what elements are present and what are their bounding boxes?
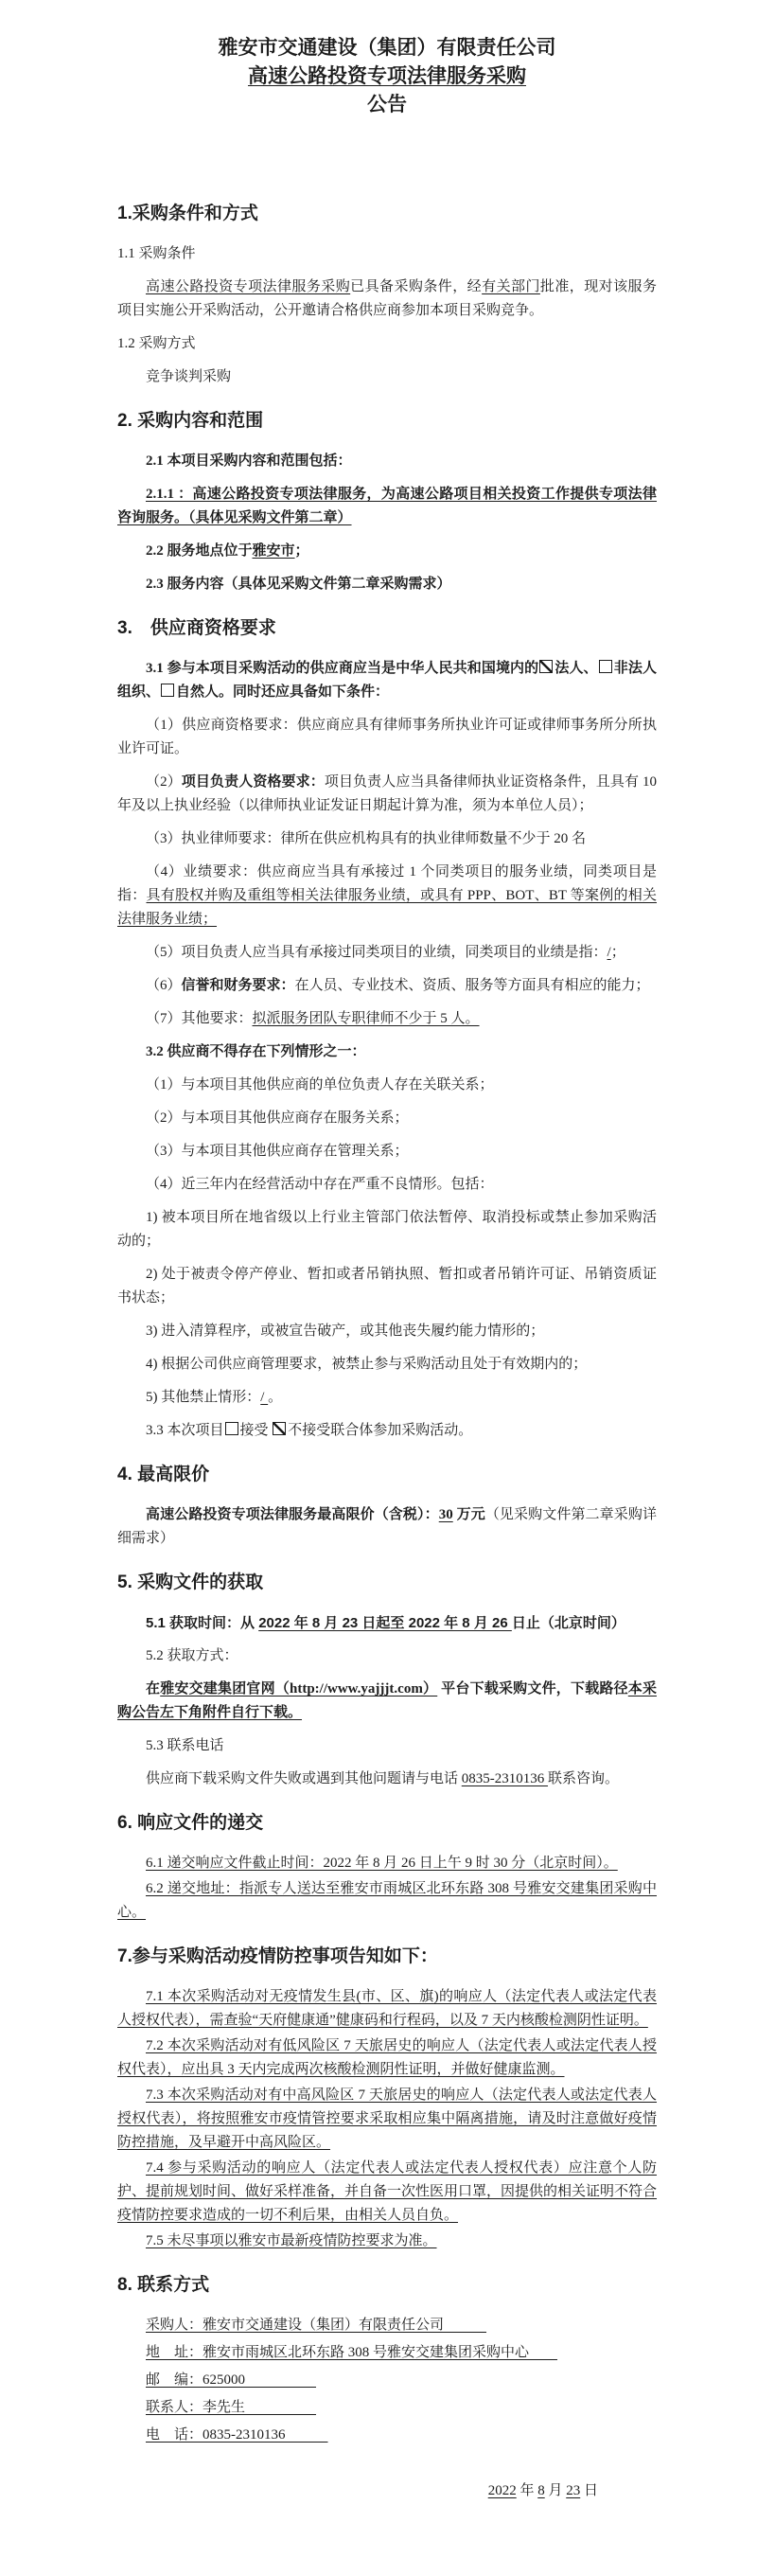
text-run: 高速公路投资专项法律服务采购 <box>146 279 351 294</box>
text-run: 2.1.1 ：高速公路投资专项法律服务，为高速公路项目相关投资工作提供专项法律咨询服务。（具体见采购文件第二章） <box>117 487 657 525</box>
text-run: 7.1 本次采购活动对无疫情发生县(市、区、旗)的响应人（法定代表人或法定代表人授权代表），需查验“天府健康通”健康码和行程码，以及 7 天内核酸检测阴性证明。 <box>117 1989 657 2028</box>
text-run: 竞争谈判采购 <box>146 369 232 384</box>
text-run: ； <box>294 543 309 559</box>
text-run: （4）业绩要求：供应商应当具有承接过 1 个同类项目的服务业绩，同类项目是指： <box>117 864 657 903</box>
text-run: 地 址：雅安市雨城区北环东路 308 号雅安交建集团采购中心 <box>146 2345 558 2360</box>
text-run: 不接受联合体参加采购活动。 <box>288 1423 473 1438</box>
text-run: （1）与本项目其他供应商的单位负责人存在关联关系； <box>146 1077 494 1093</box>
text-run: 3. 供应商资格要求 <box>117 618 276 638</box>
text-run: 信誉和财务要求： <box>181 978 295 993</box>
doc-title-line-3 <box>117 91 657 119</box>
text-run: 8 <box>537 2483 545 2498</box>
text-run: 7.3 本次采购活动对有中高风险区 7 天旅居史的响应人（法定代表人或法定代表人授权代表），将按照雅安市疫情管控要求采取相应集中隔离措施，请及时注意做好疫情防控措施，及早避开中高风险区。 <box>117 2087 657 2150</box>
text-run: 日止（北京时间） <box>511 1615 625 1631</box>
text-run: 7.4 参与采购活动的响应人（法定代表人或法定代表人授权代表）应注意个人防护、提前规划时间、做好采样准备，并自备一次性医用口罩，因提供的相关证明不符合疫情防控要求造成的一切不利后果，由相关人员自负。 <box>117 2160 658 2223</box>
paragraph <box>117 2084 657 2155</box>
paragraph <box>117 1386 657 1410</box>
text-run: 高速公路投资专项法律服务最高限价（含税）： <box>146 1507 439 1522</box>
text-run: （2） <box>146 774 182 790</box>
checkbox-unchecked-icon <box>225 1422 238 1435</box>
section-4-heading <box>117 1462 657 1488</box>
paragraph <box>117 1320 657 1343</box>
text-run: 非法人组织、 <box>117 661 657 700</box>
text-run: 5.1 获取时间：从 <box>146 1615 259 1631</box>
text-run: 有关部门 <box>482 279 540 294</box>
paragraph <box>117 275 657 323</box>
paragraph <box>117 540 657 563</box>
text-run: 在 <box>146 1681 161 1697</box>
text-run: 7.2 本次采购活动对有低风险区 7 天旅居史的响应人（法定代表人或法定代表人授权代表），应出具 3 天内完成两次核酸检测阴性证明，并做好健康监测。 <box>117 2038 657 2077</box>
paragraph <box>117 1611 657 1635</box>
text-run: 供应商下载采购文件失败或遇到其他问题请与电话 <box>146 1771 462 1786</box>
contact-postcode <box>117 2369 657 2392</box>
text-run: 8. 联系方式 <box>117 2275 210 2295</box>
paragraph <box>117 1173 657 1197</box>
paragraph <box>117 1206 657 1253</box>
paragraph <box>117 2034 657 2082</box>
paragraph <box>117 771 657 818</box>
text-run: 6.1 递交响应文件截止时间：2022 年 8 月 26 日上午 9 时 30 分（北京时间）。 <box>146 1856 618 1871</box>
text-run: 雅安市 <box>252 543 295 559</box>
text-run: 1.采购条件和方式 <box>117 204 258 223</box>
paragraph <box>117 1678 657 1725</box>
paragraph <box>117 974 657 998</box>
section-5-heading <box>117 1570 657 1596</box>
text-run: 5.3 联系电话 <box>146 1738 224 1753</box>
text-run: 23 <box>566 2483 581 2498</box>
paragraph <box>117 1263 657 1310</box>
paragraph <box>117 1877 657 1925</box>
checkbox-unchecked-icon <box>599 660 612 673</box>
paragraph <box>117 573 657 596</box>
paragraph <box>117 1503 657 1551</box>
paragraph <box>117 1734 657 1758</box>
text-run: 法人、 <box>555 661 598 676</box>
text-run: 1.2 采购方式 <box>117 336 196 351</box>
date-line <box>117 2479 657 2503</box>
section-6-heading <box>117 1810 657 1837</box>
paragraph <box>117 1985 657 2033</box>
text-run: 4) 根据公司供应商管理要求，被禁止参与采购活动且处于有效期内的； <box>146 1357 588 1372</box>
text-run: 联系咨询。 <box>548 1771 620 1786</box>
text-run: 6. 响应文件的递交 <box>117 1813 264 1833</box>
paragraph <box>117 827 657 851</box>
text-run: 本采购公告左下角附件自行下载。 <box>117 1681 657 1720</box>
text-run: 批准，现对该服务项目实施公开采购活动，公开邀请合格供应商参加本项目采购竞争。 <box>117 279 657 318</box>
text-run: 项目负责人资格要求： <box>181 774 325 790</box>
contact-address <box>117 2341 657 2365</box>
checkbox-checked-icon <box>273 1422 286 1435</box>
text-run: 联系人：李先生 <box>146 2400 317 2415</box>
paragraph <box>117 2157 657 2228</box>
section-8-heading <box>117 2272 657 2299</box>
text-run: 公告 <box>367 94 407 115</box>
text-run: 月 <box>544 2483 567 2498</box>
text-run: 4. 最高限价 <box>117 1465 210 1484</box>
text-run: 拟派服务团队专职律师不少于 5 人。 <box>252 1011 480 1026</box>
text-run: （2）与本项目其他供应商存在服务关系； <box>146 1110 409 1126</box>
text-run: 2) 处于被责令停产停业、暂扣或者吊销执照、暂扣或者吊销许可证、吊销资质证书状态； <box>117 1267 657 1306</box>
text-run: 雅安市交通建设（集团）有限责任公司 <box>218 37 556 59</box>
contact-phone <box>117 2424 657 2447</box>
text-run: 3.2 供应商不得存在下列情形之一： <box>146 1044 366 1059</box>
text-run: 6.2 递交地址：指派专人送达至雅安市雨城区北环东路 308 号雅安交建集团采购中心。 <box>117 1881 657 1920</box>
text-run: ； <box>610 945 625 960</box>
paragraph <box>117 1419 657 1443</box>
section-2-heading <box>117 408 657 435</box>
text-run: （3）与本项目其他供应商存在管理关系； <box>146 1144 409 1159</box>
text-run: / <box>607 945 611 960</box>
text-run: 1.1 采购条件 <box>117 246 196 261</box>
section-7-heading <box>117 1944 657 1970</box>
paragraph <box>117 1852 657 1875</box>
text-run: 2. 采购内容和范围 <box>117 411 264 431</box>
text-run: 项目负责人应当具备律师执业证资格条件，且具有 10 年及以上执业经验（以律师执业证发证日期起计算为准，须为本单位人员）； <box>117 774 657 813</box>
paragraph <box>117 1140 657 1164</box>
paragraph <box>117 1768 657 1791</box>
text-run: 。 <box>268 1390 283 1405</box>
text-run: 2.3 服务内容（具体见采购文件第二章采购需求） <box>146 577 451 592</box>
paragraph <box>117 483 657 530</box>
text-run: 自然人。同时还应具备如下条件： <box>176 684 390 700</box>
doc-title-line-2 <box>117 62 657 91</box>
clause-1-2-label <box>117 332 657 356</box>
text-run: （6） <box>146 978 182 993</box>
checkbox-checked-icon <box>539 660 553 673</box>
text-run: 30 <box>438 1507 453 1522</box>
paragraph <box>117 1074 657 1097</box>
contact-person <box>117 2396 657 2420</box>
paragraph <box>117 1040 657 1064</box>
text-run: 7.5 未尽事项以雅安市最新疫情防控要求为准。 <box>146 2233 437 2248</box>
paragraph <box>117 1007 657 1031</box>
paragraph <box>117 1644 657 1668</box>
text-run: 7.参与采购活动疫情防控事项告知如下： <box>117 1946 438 1966</box>
text-run: （1）供应商资格要求：供应商应具有律师事务所执业许可证或律师事务所分所执业许可证。 <box>117 718 657 756</box>
section-1-heading <box>117 201 657 227</box>
text-run: 5.2 获取方式： <box>146 1648 238 1663</box>
text-run: （4）近三年内在经营活动中存在严重不良情形。包括： <box>146 1177 494 1192</box>
text-run: 2.2 服务地点位于 <box>146 543 253 559</box>
contact-buyer <box>117 2314 657 2337</box>
paragraph <box>117 450 657 473</box>
text-run: 0835-2310136 <box>461 1771 549 1786</box>
paragraph <box>117 861 657 932</box>
paragraph <box>117 365 657 389</box>
paragraph <box>117 2230 657 2253</box>
paragraph <box>117 1353 657 1377</box>
checkbox-unchecked-icon <box>161 684 174 697</box>
text-run: 3.1 参与本项目采购活动的供应商应当是中华人民共和国境内的 <box>146 661 539 676</box>
text-run: 3) 进入清算程序，或被宣告破产，或其他丧失履约能力情形的； <box>146 1324 545 1339</box>
text-run: 接受 <box>239 1423 273 1438</box>
text-run: （3）执业律师要求：律所在供应机构具有的执业律师数量不少于 20 名 <box>146 831 587 846</box>
text-run: （见采购文件第二章采购详细需求） <box>117 1507 657 1546</box>
text-run: 2.1 本项目采购内容和范围包括： <box>146 453 352 469</box>
paragraph <box>117 941 657 965</box>
website-link[interactable]: 雅安交建集团官网（http://www.yajjjt.com） <box>160 1681 438 1697</box>
paragraph <box>117 1107 657 1130</box>
text-run: 具有股权并购及重组等相关法律服务业绩，或具有 PPP、BOT、BT 等案例的相关法律服务业绩； <box>117 888 657 927</box>
doc-title-line-1 <box>117 34 657 62</box>
text-run: 1) 被本项目所在地省级以上行业主管部门依法暂停、取消投标或禁止参加采购活动的； <box>117 1210 657 1249</box>
clause-1-1-label <box>117 242 657 266</box>
text-run: 平台下载采购文件，下载路径 <box>437 1681 628 1697</box>
section-3-heading <box>117 615 657 642</box>
text-run: 年 <box>516 2483 538 2498</box>
document-body <box>117 34 657 2503</box>
text-run: 日 <box>580 2483 598 2498</box>
text-run: 在人员、专业技术、资质、服务等方面具有相应的能力； <box>294 978 650 993</box>
text-run: 电 话：0835-2310136 <box>146 2427 328 2443</box>
text-run: 5. 采购文件的获取 <box>117 1572 264 1592</box>
text-run: （5）项目负责人应当具有承接过同类项目的业绩，同类项目的业绩是指： <box>146 945 607 960</box>
text-run: （7）其他要求： <box>146 1011 253 1026</box>
paragraph <box>117 714 657 761</box>
text-run: 已具备采购条件，经 <box>350 279 483 294</box>
text-run: 采购人：雅安市交通建设（集团）有限责任公司 <box>146 2318 487 2333</box>
text-run: 邮 编：625000 <box>146 2372 317 2388</box>
text-run: 2022 年 8 月 23 日起至 2022 年 8 月 26 <box>258 1615 512 1631</box>
text-run: 万元 <box>452 1507 485 1522</box>
paragraph <box>117 657 657 704</box>
text-run: 2022 <box>487 2483 517 2498</box>
text-run: 5) 其他禁止情形： <box>146 1390 261 1405</box>
text-run: 高速公路投资专项法律服务采购 <box>248 65 526 87</box>
text-run: / <box>260 1390 269 1405</box>
text-run: 3.3 本次项目 <box>146 1423 224 1438</box>
